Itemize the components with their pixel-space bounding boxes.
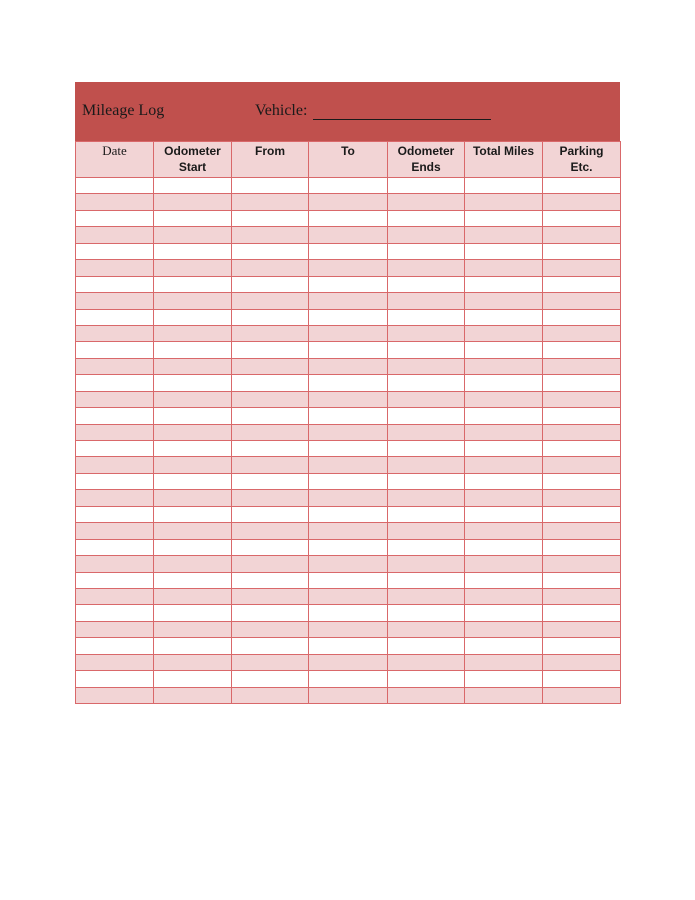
cell-odometer-start[interactable] <box>154 671 232 687</box>
cell-date[interactable] <box>76 441 154 457</box>
cell-parking[interactable] <box>543 408 621 424</box>
cell-odometer-start[interactable] <box>154 227 232 243</box>
cell-to[interactable] <box>309 605 388 621</box>
cell-total-miles[interactable] <box>465 325 543 341</box>
cell-to[interactable] <box>309 194 388 210</box>
cell-odometer-start[interactable] <box>154 309 232 325</box>
cell-from[interactable] <box>232 194 309 210</box>
cell-parking[interactable] <box>543 424 621 440</box>
cell-from[interactable] <box>232 309 309 325</box>
cell-parking[interactable] <box>543 210 621 226</box>
cell-odometer-ends[interactable] <box>388 178 465 194</box>
cell-total-miles[interactable] <box>465 293 543 309</box>
cell-total-miles[interactable] <box>465 473 543 489</box>
cell-from[interactable] <box>232 276 309 292</box>
table-row <box>76 687 621 703</box>
cell-from[interactable] <box>232 375 309 391</box>
cell-total-miles[interactable] <box>465 210 543 226</box>
cell-from[interactable] <box>232 523 309 539</box>
cell-odometer-start[interactable] <box>154 523 232 539</box>
table-row <box>76 342 621 358</box>
cell-parking[interactable] <box>543 358 621 374</box>
cell-to[interactable] <box>309 671 388 687</box>
cell-odometer-ends[interactable] <box>388 210 465 226</box>
cell-parking[interactable] <box>543 473 621 489</box>
table-row <box>76 638 621 654</box>
cell-total-miles[interactable] <box>465 375 543 391</box>
cell-parking[interactable] <box>543 572 621 588</box>
cell-odometer-start[interactable] <box>154 457 232 473</box>
cell-odometer-ends[interactable] <box>388 194 465 210</box>
cell-odometer-start[interactable] <box>154 325 232 341</box>
table-row <box>76 556 621 572</box>
cell-date[interactable] <box>76 276 154 292</box>
column-header-parking: Parking Etc. <box>543 142 621 178</box>
table-body <box>76 178 621 704</box>
cell-parking[interactable] <box>543 490 621 506</box>
table-row <box>76 276 621 292</box>
cell-parking[interactable] <box>543 227 621 243</box>
table-row <box>76 441 621 457</box>
cell-from[interactable] <box>232 539 309 555</box>
column-header-date: Date <box>76 142 154 178</box>
cell-total-miles[interactable] <box>465 605 543 621</box>
cell-from[interactable] <box>232 293 309 309</box>
table-row <box>76 227 621 243</box>
cell-date[interactable] <box>76 572 154 588</box>
cell-to[interactable] <box>309 309 388 325</box>
table-row <box>76 621 621 637</box>
cell-date[interactable] <box>76 408 154 424</box>
cell-to[interactable] <box>309 441 388 457</box>
cell-to[interactable] <box>309 687 388 703</box>
cell-date[interactable] <box>76 391 154 407</box>
cell-odometer-ends[interactable] <box>388 539 465 555</box>
cell-odometer-start[interactable] <box>154 358 232 374</box>
cell-odometer-start[interactable] <box>154 473 232 489</box>
table-row <box>76 325 621 341</box>
cell-date[interactable] <box>76 325 154 341</box>
cell-date[interactable] <box>76 210 154 226</box>
column-header-total-miles: Total Miles <box>465 142 543 178</box>
cell-date[interactable] <box>76 260 154 276</box>
cell-total-miles[interactable] <box>465 621 543 637</box>
table-row <box>76 572 621 588</box>
cell-from[interactable] <box>232 654 309 670</box>
column-header-odometer-ends: Odometer Ends <box>388 142 465 178</box>
cell-odometer-ends[interactable] <box>388 687 465 703</box>
cell-from[interactable] <box>232 391 309 407</box>
cell-odometer-ends[interactable] <box>388 243 465 259</box>
cell-from[interactable] <box>232 243 309 259</box>
title-banner <box>75 82 620 141</box>
cell-to[interactable] <box>309 506 388 522</box>
cell-odometer-ends[interactable] <box>388 441 465 457</box>
cell-odometer-start[interactable] <box>154 621 232 637</box>
cell-parking[interactable] <box>543 621 621 637</box>
cell-total-miles[interactable] <box>465 178 543 194</box>
cell-from[interactable] <box>232 325 309 341</box>
cell-to[interactable] <box>309 342 388 358</box>
cell-from[interactable] <box>232 408 309 424</box>
table-row <box>76 194 621 210</box>
cell-odometer-ends[interactable] <box>388 276 465 292</box>
cell-odometer-ends[interactable] <box>388 260 465 276</box>
table-row <box>76 457 621 473</box>
cell-odometer-start[interactable] <box>154 424 232 440</box>
cell-odometer-ends[interactable] <box>388 227 465 243</box>
cell-from[interactable] <box>232 342 309 358</box>
cell-odometer-start[interactable] <box>154 178 232 194</box>
cell-odometer-start[interactable] <box>154 654 232 670</box>
cell-total-miles[interactable] <box>465 260 543 276</box>
cell-total-miles[interactable] <box>465 523 543 539</box>
cell-total-miles[interactable] <box>465 506 543 522</box>
table-row <box>76 539 621 555</box>
cell-parking[interactable] <box>543 457 621 473</box>
column-header-odometer-start: Odometer Start <box>154 142 232 178</box>
cell-date[interactable] <box>76 243 154 259</box>
cell-date[interactable] <box>76 178 154 194</box>
cell-odometer-ends[interactable] <box>388 605 465 621</box>
cell-to[interactable] <box>309 654 388 670</box>
cell-odometer-start[interactable] <box>154 539 232 555</box>
cell-total-miles[interactable] <box>465 391 543 407</box>
cell-odometer-ends[interactable] <box>388 671 465 687</box>
cell-odometer-start[interactable] <box>154 391 232 407</box>
cell-odometer-ends[interactable] <box>388 523 465 539</box>
cell-date[interactable] <box>76 588 154 604</box>
table-row <box>76 490 621 506</box>
cell-odometer-ends[interactable] <box>388 654 465 670</box>
cell-date[interactable] <box>76 375 154 391</box>
cell-odometer-ends[interactable] <box>388 457 465 473</box>
cell-to[interactable] <box>309 539 388 555</box>
cell-to[interactable] <box>309 408 388 424</box>
cell-total-miles[interactable] <box>465 276 543 292</box>
cell-from[interactable] <box>232 588 309 604</box>
cell-odometer-ends[interactable] <box>388 293 465 309</box>
column-header-to: To <box>309 142 388 178</box>
cell-odometer-start[interactable] <box>154 342 232 358</box>
cell-odometer-start[interactable] <box>154 687 232 703</box>
cell-date[interactable] <box>76 309 154 325</box>
cell-odometer-start[interactable] <box>154 588 232 604</box>
cell-to[interactable] <box>309 375 388 391</box>
cell-parking[interactable] <box>543 441 621 457</box>
cell-date[interactable] <box>76 358 154 374</box>
cell-from[interactable] <box>232 227 309 243</box>
cell-date[interactable] <box>76 490 154 506</box>
cell-to[interactable] <box>309 621 388 637</box>
cell-from[interactable] <box>232 260 309 276</box>
cell-total-miles[interactable] <box>465 342 543 358</box>
cell-odometer-ends[interactable] <box>388 506 465 522</box>
table-row <box>76 424 621 440</box>
cell-to[interactable] <box>309 260 388 276</box>
cell-to[interactable] <box>309 243 388 259</box>
cell-date[interactable] <box>76 506 154 522</box>
cell-parking[interactable] <box>543 375 621 391</box>
cell-odometer-start[interactable] <box>154 638 232 654</box>
cell-total-miles[interactable] <box>465 309 543 325</box>
cell-total-miles[interactable] <box>465 654 543 670</box>
table-row <box>76 588 621 604</box>
cell-date[interactable] <box>76 638 154 654</box>
document-title: Mileage Log <box>82 102 165 119</box>
cell-from[interactable] <box>232 671 309 687</box>
cell-date[interactable] <box>76 227 154 243</box>
cell-odometer-start[interactable] <box>154 490 232 506</box>
cell-from[interactable] <box>232 424 309 440</box>
cell-parking[interactable] <box>543 654 621 670</box>
cell-date[interactable] <box>76 605 154 621</box>
table-row <box>76 375 621 391</box>
cell-parking[interactable] <box>543 671 621 687</box>
cell-total-miles[interactable] <box>465 358 543 374</box>
cell-parking[interactable] <box>543 391 621 407</box>
mileage-log-sheet <box>75 82 620 704</box>
cell-odometer-start[interactable] <box>154 375 232 391</box>
cell-date[interactable] <box>76 556 154 572</box>
cell-odometer-start[interactable] <box>154 506 232 522</box>
cell-total-miles[interactable] <box>465 490 543 506</box>
cell-to[interactable] <box>309 210 388 226</box>
cell-odometer-start[interactable] <box>154 194 232 210</box>
cell-total-miles[interactable] <box>465 194 543 210</box>
cell-parking[interactable] <box>543 276 621 292</box>
cell-parking[interactable] <box>543 588 621 604</box>
cell-odometer-start[interactable] <box>154 441 232 457</box>
cell-from[interactable] <box>232 358 309 374</box>
cell-odometer-start[interactable] <box>154 243 232 259</box>
cell-to[interactable] <box>309 572 388 588</box>
cell-parking[interactable] <box>543 309 621 325</box>
cell-odometer-ends[interactable] <box>388 588 465 604</box>
cell-date[interactable] <box>76 473 154 489</box>
cell-odometer-ends[interactable] <box>388 342 465 358</box>
cell-odometer-start[interactable] <box>154 210 232 226</box>
cell-total-miles[interactable] <box>465 408 543 424</box>
column-header-from: From <box>232 142 309 178</box>
cell-from[interactable] <box>232 638 309 654</box>
cell-odometer-ends[interactable] <box>388 490 465 506</box>
table-row <box>76 391 621 407</box>
cell-date[interactable] <box>76 523 154 539</box>
cell-from[interactable] <box>232 441 309 457</box>
vehicle-input-line[interactable] <box>313 119 491 120</box>
cell-parking[interactable] <box>543 539 621 555</box>
cell-date[interactable] <box>76 194 154 210</box>
cell-odometer-start[interactable] <box>154 408 232 424</box>
cell-from[interactable] <box>232 621 309 637</box>
cell-to[interactable] <box>309 276 388 292</box>
table-row <box>76 523 621 539</box>
cell-to[interactable] <box>309 638 388 654</box>
cell-from[interactable] <box>232 457 309 473</box>
cell-parking[interactable] <box>543 243 621 259</box>
cell-date[interactable] <box>76 457 154 473</box>
cell-date[interactable] <box>76 621 154 637</box>
table-row <box>76 654 621 670</box>
cell-parking[interactable] <box>543 605 621 621</box>
cell-from[interactable] <box>232 490 309 506</box>
cell-odometer-ends[interactable] <box>388 325 465 341</box>
cell-total-miles[interactable] <box>465 671 543 687</box>
table-row <box>76 243 621 259</box>
cell-parking[interactable] <box>543 342 621 358</box>
table-row <box>76 178 621 194</box>
cell-date[interactable] <box>76 424 154 440</box>
cell-date[interactable] <box>76 293 154 309</box>
cell-from[interactable] <box>232 687 309 703</box>
cell-date[interactable] <box>76 539 154 555</box>
cell-to[interactable] <box>309 391 388 407</box>
cell-date[interactable] <box>76 687 154 703</box>
cell-parking[interactable] <box>543 638 621 654</box>
cell-total-miles[interactable] <box>465 638 543 654</box>
cell-to[interactable] <box>309 178 388 194</box>
cell-to[interactable] <box>309 227 388 243</box>
cell-odometer-start[interactable] <box>154 556 232 572</box>
cell-odometer-start[interactable] <box>154 605 232 621</box>
cell-parking[interactable] <box>543 687 621 703</box>
cell-to[interactable] <box>309 293 388 309</box>
cell-total-miles[interactable] <box>465 243 543 259</box>
cell-from[interactable] <box>232 605 309 621</box>
cell-odometer-ends[interactable] <box>388 473 465 489</box>
cell-from[interactable] <box>232 556 309 572</box>
cell-to[interactable] <box>309 325 388 341</box>
table-row <box>76 210 621 226</box>
cell-odometer-ends[interactable] <box>388 556 465 572</box>
cell-total-miles[interactable] <box>465 687 543 703</box>
mileage-table <box>75 141 621 704</box>
cell-to[interactable] <box>309 523 388 539</box>
table-row <box>76 506 621 522</box>
cell-odometer-start[interactable] <box>154 260 232 276</box>
table-row <box>76 260 621 276</box>
table-row <box>76 473 621 489</box>
cell-to[interactable] <box>309 457 388 473</box>
cell-date[interactable] <box>76 342 154 358</box>
cell-date[interactable] <box>76 654 154 670</box>
cell-from[interactable] <box>232 506 309 522</box>
cell-total-miles[interactable] <box>465 227 543 243</box>
cell-odometer-ends[interactable] <box>388 424 465 440</box>
table-row <box>76 309 621 325</box>
table-row <box>76 408 621 424</box>
cell-odometer-start[interactable] <box>154 276 232 292</box>
cell-from[interactable] <box>232 572 309 588</box>
cell-odometer-start[interactable] <box>154 572 232 588</box>
cell-parking[interactable] <box>543 523 621 539</box>
cell-date[interactable] <box>76 671 154 687</box>
cell-from[interactable] <box>232 473 309 489</box>
cell-parking[interactable] <box>543 325 621 341</box>
cell-parking[interactable] <box>543 260 621 276</box>
cell-to[interactable] <box>309 556 388 572</box>
cell-odometer-ends[interactable] <box>388 621 465 637</box>
cell-from[interactable] <box>232 178 309 194</box>
cell-total-miles[interactable] <box>465 588 543 604</box>
cell-odometer-ends[interactable] <box>388 572 465 588</box>
table-row <box>76 671 621 687</box>
cell-parking[interactable] <box>543 178 621 194</box>
cell-parking[interactable] <box>543 194 621 210</box>
cell-total-miles[interactable] <box>465 539 543 555</box>
table-row <box>76 605 621 621</box>
cell-parking[interactable] <box>543 293 621 309</box>
cell-total-miles[interactable] <box>465 457 543 473</box>
cell-to[interactable] <box>309 588 388 604</box>
cell-odometer-ends[interactable] <box>388 391 465 407</box>
cell-to[interactable] <box>309 358 388 374</box>
cell-total-miles[interactable] <box>465 556 543 572</box>
cell-total-miles[interactable] <box>465 441 543 457</box>
vehicle-label: Vehicle: <box>255 102 308 119</box>
cell-odometer-ends[interactable] <box>388 358 465 374</box>
cell-odometer-ends[interactable] <box>388 375 465 391</box>
table-row <box>76 358 621 374</box>
cell-parking[interactable] <box>543 556 621 572</box>
cell-total-miles[interactable] <box>465 572 543 588</box>
cell-odometer-start[interactable] <box>154 293 232 309</box>
cell-parking[interactable] <box>543 506 621 522</box>
table-row <box>76 293 621 309</box>
cell-total-miles[interactable] <box>465 424 543 440</box>
header-row <box>76 142 621 178</box>
cell-to[interactable] <box>309 473 388 489</box>
cell-from[interactable] <box>232 210 309 226</box>
cell-odometer-ends[interactable] <box>388 309 465 325</box>
cell-to[interactable] <box>309 424 388 440</box>
cell-odometer-ends[interactable] <box>388 408 465 424</box>
cell-odometer-ends[interactable] <box>388 638 465 654</box>
cell-to[interactable] <box>309 490 388 506</box>
